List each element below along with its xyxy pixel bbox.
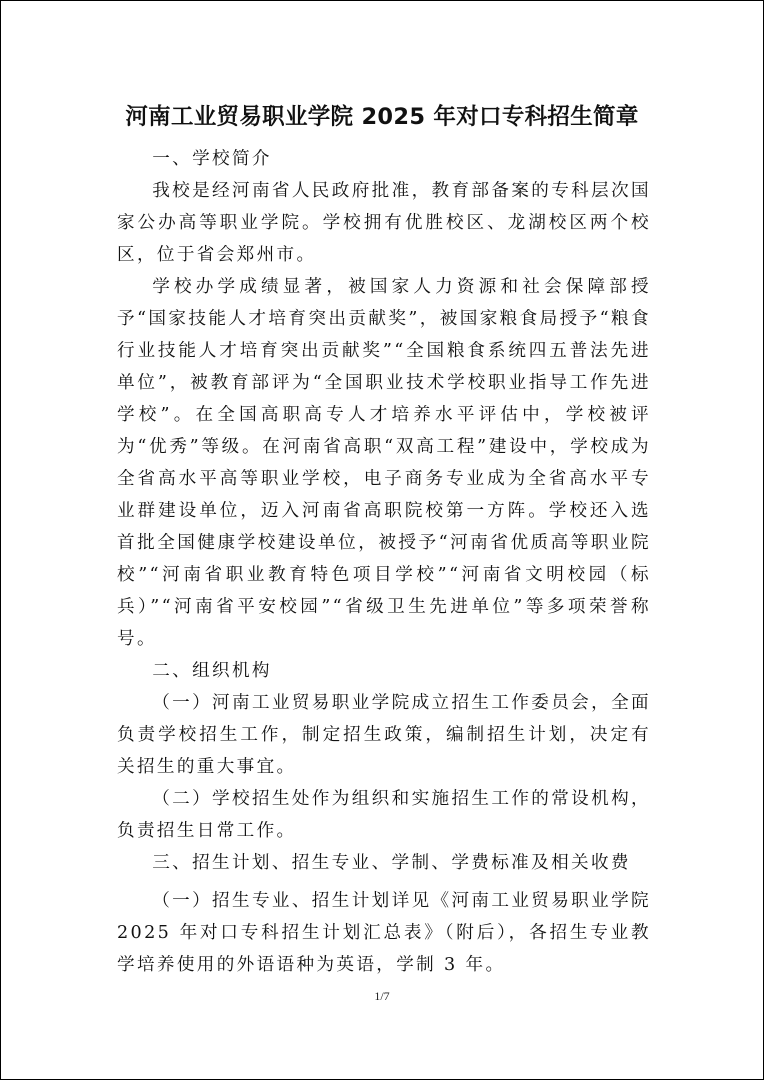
paragraph-majors-and-plan: （一）招生专业、招生计划详见《河南工业贸易职业学院 2025 年对口专科招生计划汇总表》（附后），各招生专业教学培养使用的外语语种为英语，学制 3 年。	[117, 891, 651, 975]
paragraph-school-honors: 学校办学成绩显著，被国家人力资源和社会保障部授予“国家技能人才培育突出贡献奖”，被国家粮食局授予“粮食行业技能人才培育突出贡献奖”“全国粮食系统四五普法先进单位”，被教育部评为“全国职业技术学校职业指导工作先进学校”。在全国高职高专人才培养水平评估中，学校被评为“优秀”等级。在河南省高职“双高工程”建设中，学校成为全省高水平高等职业学校，电子商务专业成为全省高水平专业群建设单位，迈入河南省高职院校第一方阵。学校还入选首批全国健康学校建设单位，被授予“河南省优质高等职业院校”“河南省职业教育特色项目学校”“河南省文明校园（标兵）”“河南省平安校园”“省级卫生先进单位”等多项荣誉称号。	[117, 277, 651, 649]
document-body	[117, 143, 651, 981]
page-number: 1/7	[374, 989, 390, 1003]
paragraph-admissions-committee: （一）河南工业贸易职业学院成立招生工作委员会，全面负责学校招生工作，制定招生政策，编制招生计划，决定有关招生的重大事宜。	[117, 693, 651, 777]
paragraph-admissions-office: （二）学校招生处作为组织和实施招生工作的常设机构，负责招生日常工作。	[117, 789, 651, 841]
page-title: 河南工业贸易职业学院 2025 年对口专科招生简章	[125, 104, 639, 130]
paragraph-school-overview: 我校是经河南省人民政府批准，教育部备案的专科层次国家公办高等职业学院。学校拥有优胜校区、龙湖校区两个校区，位于省会郑州市。	[117, 181, 651, 265]
section-heading-organization: 二、组织机构	[152, 661, 272, 681]
section-heading-school-intro: 一、学校简介	[152, 149, 272, 169]
section-heading-enrollment-plan: 三、招生计划、招生专业、学制、学费标准及相关收费	[152, 853, 631, 873]
